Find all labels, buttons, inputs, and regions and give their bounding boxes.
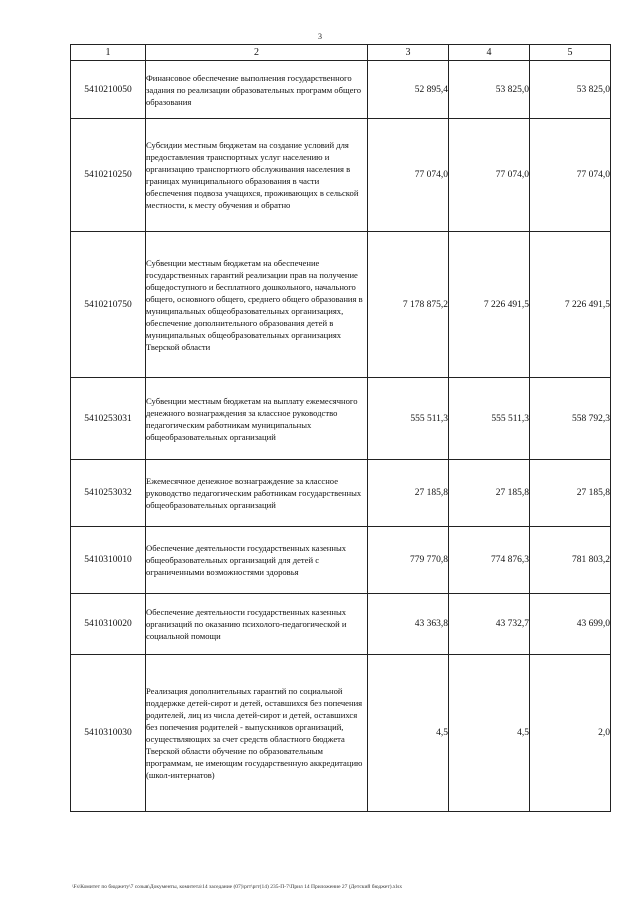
budget-table bbox=[70, 44, 611, 812]
row-value-col4: 4,5 bbox=[449, 655, 530, 812]
row-description: Обеспечение деятельности государственных казенных организаций по оказанию психолого-педагогической и социальной помощи bbox=[146, 594, 368, 655]
row-value-col3: 4,5 bbox=[368, 655, 449, 812]
row-value-col4: 555 511,3 bbox=[449, 378, 530, 460]
row-value-col4: 774 876,3 bbox=[449, 527, 530, 594]
row-code: 5410310030 bbox=[71, 655, 146, 812]
row-value-col5: 43 699,0 bbox=[530, 594, 611, 655]
row-code: 5410210250 bbox=[71, 119, 146, 232]
row-value-col4: 7 226 491,5 bbox=[449, 232, 530, 378]
column-header-3: 3 bbox=[368, 45, 449, 61]
page-number: 3 bbox=[318, 32, 322, 41]
row-code: 5410310010 bbox=[71, 527, 146, 594]
table-row bbox=[71, 119, 611, 232]
column-header-2: 2 bbox=[146, 45, 368, 61]
row-value-col3: 779 770,8 bbox=[368, 527, 449, 594]
row-description: Ежемесячное денежное вознаграждение за классное руководство педагогическим работникам государственных общеобразовательных организаций bbox=[146, 460, 368, 527]
row-code: 5410210750 bbox=[71, 232, 146, 378]
table-row bbox=[71, 655, 611, 812]
row-description: Субвенции местным бюджетам на выплату ежемесячного денежного вознаграждения за классное руководство педагогическим работникам муниципальных общеобразовательных организаций bbox=[146, 378, 368, 460]
row-value-col5: 53 825,0 bbox=[530, 61, 611, 119]
table-row bbox=[71, 527, 611, 594]
row-value-col4: 77 074,0 bbox=[449, 119, 530, 232]
column-header-5: 5 bbox=[530, 45, 611, 61]
row-description: Субсидии местным бюджетам на создание условий для предоставления транспортных услуг населению и организацию транспортного обслуживания населения в границах муниципального образования в части обеспечения подвоза учащихся, проживающих в сельской местности, к месту обучения и обратно bbox=[146, 119, 368, 232]
row-value-col5: 27 185,8 bbox=[530, 460, 611, 527]
row-code: 5410210050 bbox=[71, 61, 146, 119]
column-header-4: 4 bbox=[449, 45, 530, 61]
row-code: 5410253031 bbox=[71, 378, 146, 460]
row-value-col3: 27 185,8 bbox=[368, 460, 449, 527]
row-value-col4: 27 185,8 bbox=[449, 460, 530, 527]
row-value-col5: 2,0 bbox=[530, 655, 611, 812]
table-row bbox=[71, 232, 611, 378]
row-value-col5: 7 226 491,5 bbox=[530, 232, 611, 378]
row-description: Обеспечение деятельности государственных казенных общеобразовательных организаций для детей с ограниченными возможностями здоровья bbox=[146, 527, 368, 594]
row-code: 5410310020 bbox=[71, 594, 146, 655]
table-row bbox=[71, 378, 611, 460]
column-header-1: 1 bbox=[71, 45, 146, 61]
row-value-col5: 558 792,3 bbox=[530, 378, 611, 460]
row-value-col3: 77 074,0 bbox=[368, 119, 449, 232]
header-row bbox=[71, 45, 611, 61]
row-value-col4: 43 732,7 bbox=[449, 594, 530, 655]
row-value-col3: 7 178 875,2 bbox=[368, 232, 449, 378]
row-value-col3: 52 895,4 bbox=[368, 61, 449, 119]
table-row bbox=[71, 594, 611, 655]
row-code: 5410253032 bbox=[71, 460, 146, 527]
row-value-col3: 555 511,3 bbox=[368, 378, 449, 460]
row-value-col3: 43 363,8 bbox=[368, 594, 449, 655]
row-value-col5: 781 803,2 bbox=[530, 527, 611, 594]
table-row bbox=[71, 61, 611, 119]
row-description: Субвенции местным бюджетам на обеспечение государственных гарантий реализации прав на получение общедоступного и бесплатного дошкольного, начального общего, основного общего, среднего общего образования в муниципальных общеобразовательных организациях, обеспечение дополнительного образования детей в муниципальных общеобразовательных организациях Тверской области bbox=[146, 232, 368, 378]
row-description: Реализация дополнительных гарантий по социальной поддержке детей-сирот и детей, оставшихся без попечения родителей, лиц из числа детей-сирот и детей, оставшихся без попечения родителей - выпускников организаций, осуществляющих за счет средств областного бюджета Тверской области обучение по образовательным программам, не имеющим государственную аккредитацию (школ-интернатов) bbox=[146, 655, 368, 812]
row-description: Финансовое обеспечение выполнения государственного задания по реализации образовательных программ общего образования bbox=[146, 61, 368, 119]
file-path-footer: \Fs\Комитет по бюджету\7 созыв\Документы, комитета\14 заседание (07)\prт\prт(14) 235-П-7\Прил 14 Приложение 27 (Детский бюджет).xlsx bbox=[72, 884, 403, 890]
row-value-col4: 53 825,0 bbox=[449, 61, 530, 119]
row-value-col5: 77 074,0 bbox=[530, 119, 611, 232]
table-row bbox=[71, 460, 611, 527]
